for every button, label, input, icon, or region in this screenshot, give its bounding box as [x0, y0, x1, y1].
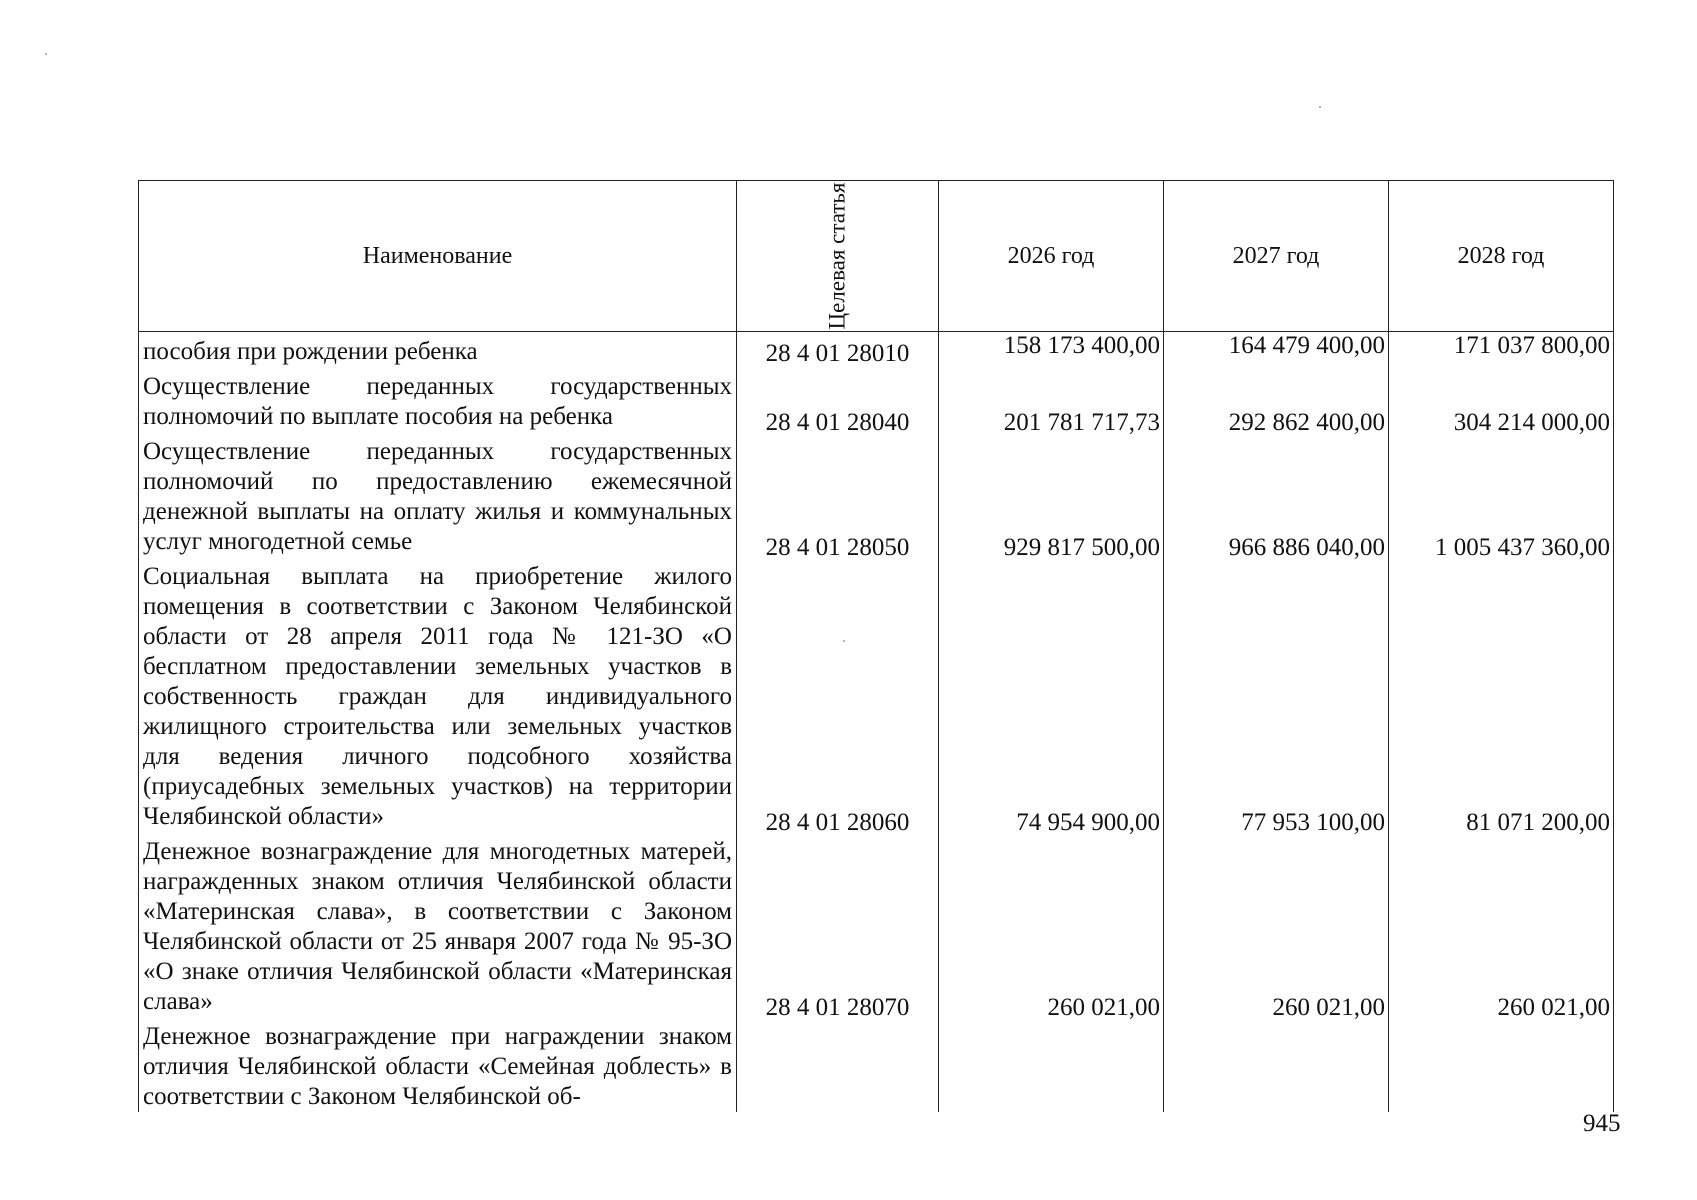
- row-code-text: 28 4 01 28040: [765, 409, 910, 436]
- row-amount-2026: [939, 557, 1164, 836]
- row-amount-2028: [1389, 332, 1614, 368]
- header-target-article: [737, 181, 939, 332]
- header-year-2026: 2026 год: [939, 181, 1164, 332]
- header-year-2027: 2027 год: [1164, 181, 1389, 332]
- row-name: Осуществление переданных государственных полномочий по предоставлению ежемесячной денежной выплаты на оплату жилья и коммунальных услуг многодетной семье: [139, 432, 737, 557]
- row-amount-2028: [1389, 367, 1614, 436]
- amount-text: 1 005 437 360,00: [1435, 534, 1610, 561]
- row-name: Социальная выплата на приобретение жилого помещения в соответствии с Законом Челябинской области от 28 апреля 2011 года № 121-ЗО «О бесплатном предоставлении земельных участков в собственность граждан для индивидуального жилищного строительства или земельных участков для ведения личного подсобного хозяйства (приусадебных земельных участков) на территории Челябинской области»: [139, 557, 737, 832]
- header-year-2028: 2028 год: [1389, 181, 1614, 332]
- row-amount-2027: [1164, 432, 1389, 561]
- table-row: [139, 367, 1614, 432]
- amount-text: 260 021,00: [1047, 994, 1160, 1021]
- scan-speck: [45, 53, 47, 55]
- row-code-text: 28 4 01 28060: [765, 809, 910, 836]
- budget-table: [138, 180, 1614, 1112]
- row-amount-2027: [1164, 557, 1389, 836]
- table-row: [139, 432, 1614, 557]
- row-code-text: 28 4 01 28070: [765, 994, 910, 1021]
- row-amount-2028: [1389, 432, 1614, 561]
- row-name: Осуществление переданных государственных полномочий по выплате пособия на ребенка: [139, 367, 737, 432]
- row-code: [737, 832, 939, 1021]
- row-amount-2026: [939, 1017, 1164, 1112]
- row-amount-2028: [1389, 832, 1614, 1021]
- amount-text: 158 173 400,00: [1003, 332, 1160, 359]
- row-amount-2027: [1164, 832, 1389, 1021]
- row-amount-2027: [1164, 367, 1389, 436]
- row-code-text: 28 4 01 28050: [765, 534, 910, 561]
- row-name: пособия при рождении ребенка: [139, 332, 737, 368]
- row-amount-2026: [939, 432, 1164, 561]
- amount-text: 292 862 400,00: [1228, 409, 1385, 436]
- row-code: [737, 367, 939, 436]
- amount-text: 929 817 500,00: [1003, 534, 1160, 561]
- amount-text: 77 953 100,00: [1241, 809, 1385, 836]
- header-name: Наименование: [139, 181, 737, 332]
- table-row: [139, 332, 1614, 368]
- row-code: [737, 1017, 939, 1112]
- amount-text: 260 021,00: [1272, 994, 1385, 1021]
- row-amount-2028: [1389, 557, 1614, 836]
- amount-text: 74 954 900,00: [1016, 809, 1160, 836]
- amount-text: 201 781 717,73: [1003, 409, 1160, 436]
- amount-text: 966 886 040,00: [1228, 534, 1385, 561]
- row-code: [737, 432, 939, 561]
- amount-text: 304 214 000,00: [1453, 409, 1610, 436]
- row-code: [737, 557, 939, 836]
- amount-text: 164 479 400,00: [1228, 332, 1385, 359]
- table-row: [139, 832, 1614, 1017]
- row-code-text: 28 4 01 28010: [765, 340, 910, 367]
- row-amount-2027: [1164, 332, 1389, 368]
- row-amount-2027: [1164, 1017, 1389, 1112]
- row-amount-2026: [939, 367, 1164, 436]
- amount-text: 260 021,00: [1497, 994, 1610, 1021]
- table-header-row: [139, 181, 1614, 332]
- page-number: 945: [1583, 1110, 1621, 1137]
- row-name: Денежное вознаграждение для многодетных матерей, награжденных знаком отличия Челябинской области «Материнская слава», в соответствии с Законом Челябинской области от 25 января 2007 года № 95-ЗО «О знаке отличия Челябинской области «Материнская слава»: [139, 832, 737, 1017]
- scan-speck: [1319, 106, 1321, 108]
- amount-text: 81 071 200,00: [1466, 809, 1610, 836]
- amount-text: 171 037 800,00: [1453, 332, 1610, 359]
- table-row: [139, 1017, 1614, 1112]
- row-amount-2026: [939, 832, 1164, 1021]
- table-row: [139, 557, 1614, 832]
- header-target-article-label: Целевая статья: [824, 182, 850, 330]
- row-amount-2026: [939, 332, 1164, 368]
- row-code: [737, 332, 939, 368]
- row-name: Денежное вознаграждение при награждении знаком отличия Челябинской области «Семейная доблесть» в соответствии с Законом Челябинской об-: [139, 1017, 737, 1112]
- row-amount-2028: [1389, 1017, 1614, 1112]
